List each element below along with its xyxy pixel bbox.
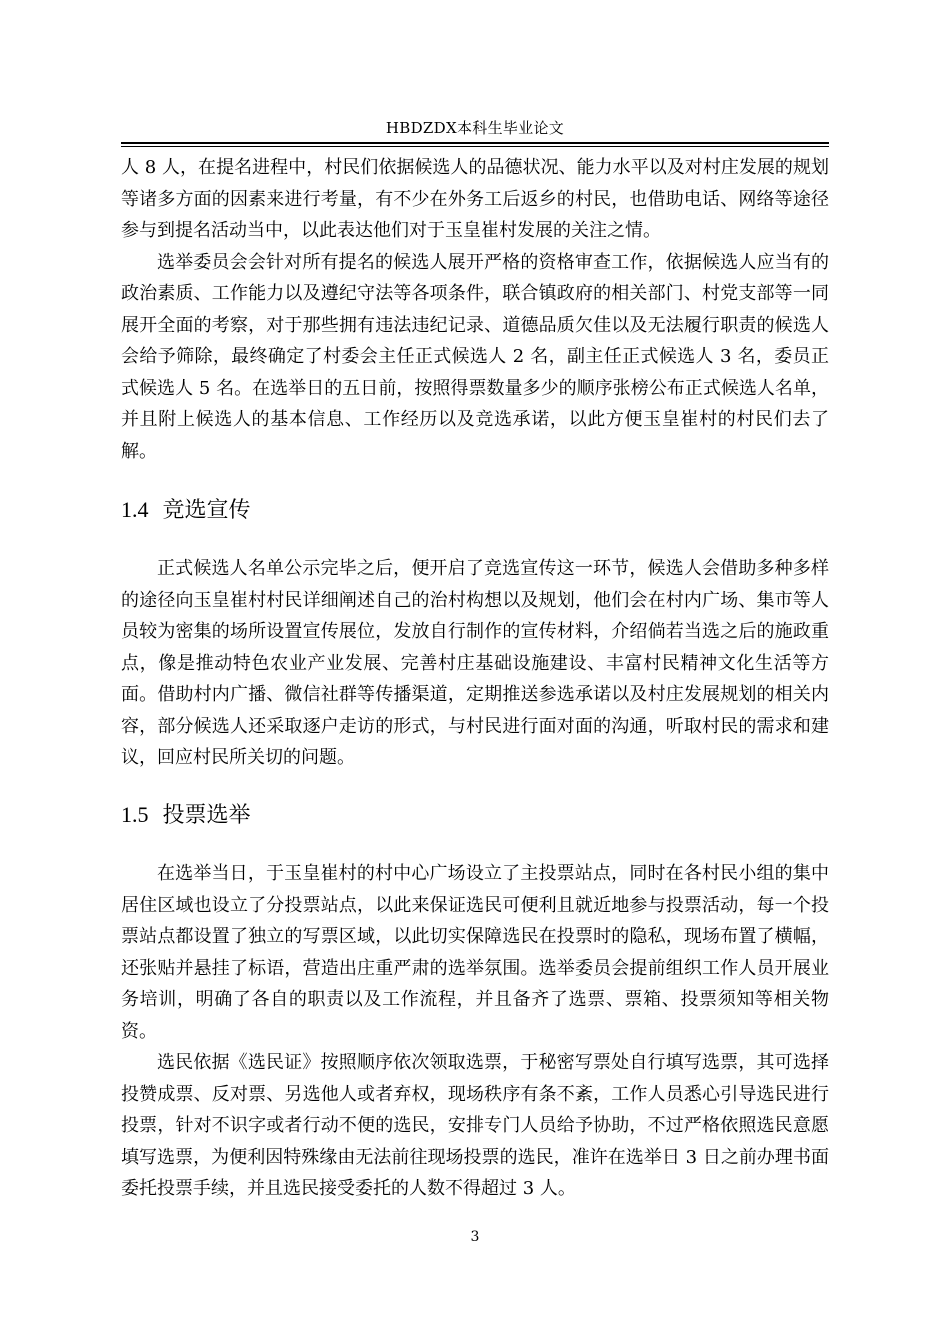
body-block-voting [121, 858, 829, 1205]
paragraph-voting-stations: 在选举当日，于玉皇崔村的村中心广场设立了主投票站点，同时在各村民小组的集中居住区域也设立了分投票站点，以此来保证选民可便利且就近地参与投票活动，每一个投票站点都设置了独立的写票区域，以此切实保障选民在投票时的隐私，现场布置了横幅，还张贴并悬挂了标语，营造出庄重严肃的选举氛围。选举委员会提前组织工作人员开展业务培训，明确了各自的职责以及工作流程，并且备齐了选票、票箱、投票须知等相关物资。 [121, 863, 829, 1042]
section-title: 投票选举 [162, 803, 251, 828]
header-rule-thick [121, 142, 829, 144]
section-number: 1.5 [121, 802, 149, 827]
section-title: 竞选宣传 [162, 498, 251, 523]
paragraph-campaign: 正式候选人名单公示完毕之后，便开启了竞选宣传这一环节，候选人会借助多种多样的途径向玉皇崔村村民详细阐述自己的治村构想以及规划，他们会在村内广场、集市等人员较为密集的场所设置宣传展位，发放自行制作的宣传材料，介绍倘若当选之后的施政重点，像是推动特色农业产业发展、完善村庄基础设施建设、丰富村民精神文化生活等方面。借助村内广播、微信社群等传播渠道，定期推送参选承诺以及村庄发展规划的相关内容，部分候选人还采取逐户走访的形式，与村民进行面对面的沟通，听取村民的需求和建议，回应村民所关切的问题。 [121, 558, 829, 768]
paragraph-voting-process: 选民依据《选民证》按照顺序依次领取选票，于秘密写票处自行填写选票，其可选择投赞成票、反对票、另选他人或者弃权，现场秩序有条不紊，工作人员悉心引导选民进行投票，针对不识字或者行动不便的选民，安排专门人员给予协助，不过严格依照选民意愿填写选票，为便利因特殊缘由无法前往现场投票的选民，准许在选举日 3 日之前办理书面委托投票手续，并且选民接受委托的人数不得超过 3 人。 [121, 1052, 829, 1199]
page-header: HBDZDX本科生毕业论文 [385, 119, 565, 137]
paragraph-continued: 人 8 人，在提名进程中，村民们依据候选人的品德状况、能力水平以及对村庄发展的规划等诸多方面的因素来进行考量，有不少在外务工后返乡的村民，也借助电话、网络等途径参与到提名活动当中，以此表达他们对于玉皇崔村发展的关注之情。 [121, 157, 829, 241]
page-number: 3 [470, 1229, 480, 1245]
section-heading-1-5 [121, 800, 829, 831]
paragraph-candidate-review: 选举委员会会针对所有提名的候选人展开严格的资格审查工作，依据候选人应当有的政治素质、工作能力以及遵纪守法等各项条件，联合镇政府的相关部门、村党支部等一同展开全面的考察，对于那些拥有违法违纪记录、道德品质欠佳以及无法履行职责的候选人会给予筛除，最终确定了村委会主任正式候选人 2 名，副主任正式候选人 3 名，委员正式候选人 5 名。在选举日的五日前，按照得票数量多少的顺序张榜公布正式候选人名单，并且附上候选人的基本信息、工作经历以及竞选承诺，以此方便玉皇崔村的村民们去了解。 [121, 251, 829, 462]
header-rule-thin [121, 146, 829, 147]
body-block-campaign [121, 553, 829, 774]
section-number: 1.4 [121, 497, 149, 522]
section-heading-1-4 [121, 495, 829, 526]
body-block-top [121, 152, 829, 467]
